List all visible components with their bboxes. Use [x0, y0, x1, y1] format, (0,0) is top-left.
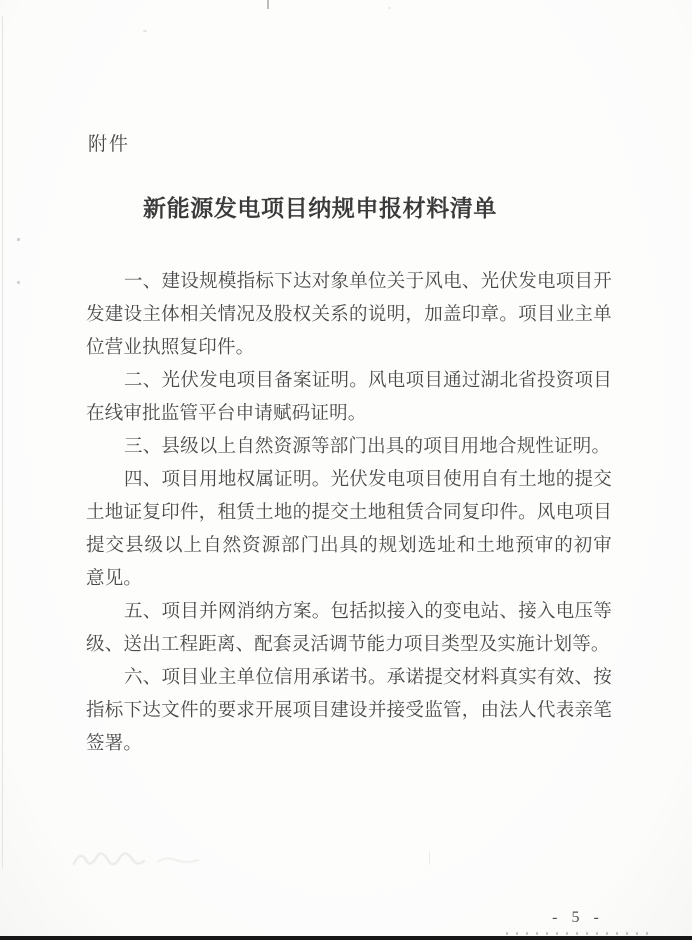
scan-speck	[388, 7, 391, 9]
scan-speck	[143, 30, 147, 32]
scan-dotted-artifact	[506, 932, 650, 935]
body-line: 位营业执照复印件。	[86, 338, 255, 358]
scan-bottom-edge-band	[0, 936, 692, 940]
body-line: 在线审批监管平台申请赋码证明。	[86, 404, 367, 424]
scan-speck	[17, 281, 20, 284]
body-line: 五、项目并网消纳方案。包括拟接入的变电站、接入电压等	[124, 602, 612, 622]
body-line: 发建设主体相关情况及股权关系的说明，加盖印章。项目业主单	[86, 305, 612, 325]
body-line: 四、项目用地权属证明。光伏发电项目使用自有土地的提交	[124, 470, 612, 490]
document-body	[86, 266, 612, 761]
attachment-label: 附件	[88, 134, 131, 155]
body-line: 指标下达文件的要求开展项目建设并接受监管，由法人代表亲笔	[86, 701, 612, 721]
body-line: 提交县级以上自然资源部门出具的规划选址和土地预审的初审	[86, 536, 612, 556]
scan-smudge-mark	[66, 840, 216, 878]
document-title: 新能源发电项目纳规申报材料清单	[143, 196, 497, 221]
body-line: 级、送出工程距离、配套灵活调节能力项目类型及实施计划等。	[86, 635, 610, 655]
body-line: 土地证复印件，租赁土地的提交土地租赁合同复印件。风电项目	[86, 503, 612, 523]
page-number: - 5 -	[552, 909, 604, 926]
scan-left-edge-line	[2, 16, 3, 868]
body-line: 六、项目业主单位信用承诺书。承诺提交材料真实有效、按	[124, 668, 612, 688]
scan-speck	[429, 851, 430, 865]
body-line: 签署。	[86, 734, 143, 754]
body-line: 一、建设规模指标下达对象单位关于风电、光伏发电项目开	[124, 272, 612, 292]
scan-top-tick-mark	[267, 0, 269, 9]
body-line: 三、县级以上自然资源等部门出具的项目用地合规性证明。	[124, 437, 611, 457]
body-line: 意见。	[86, 569, 143, 589]
scan-speck	[17, 238, 20, 241]
body-line: 二、光伏发电项目备案证明。风电项目通过湖北省投资项目	[124, 371, 612, 391]
